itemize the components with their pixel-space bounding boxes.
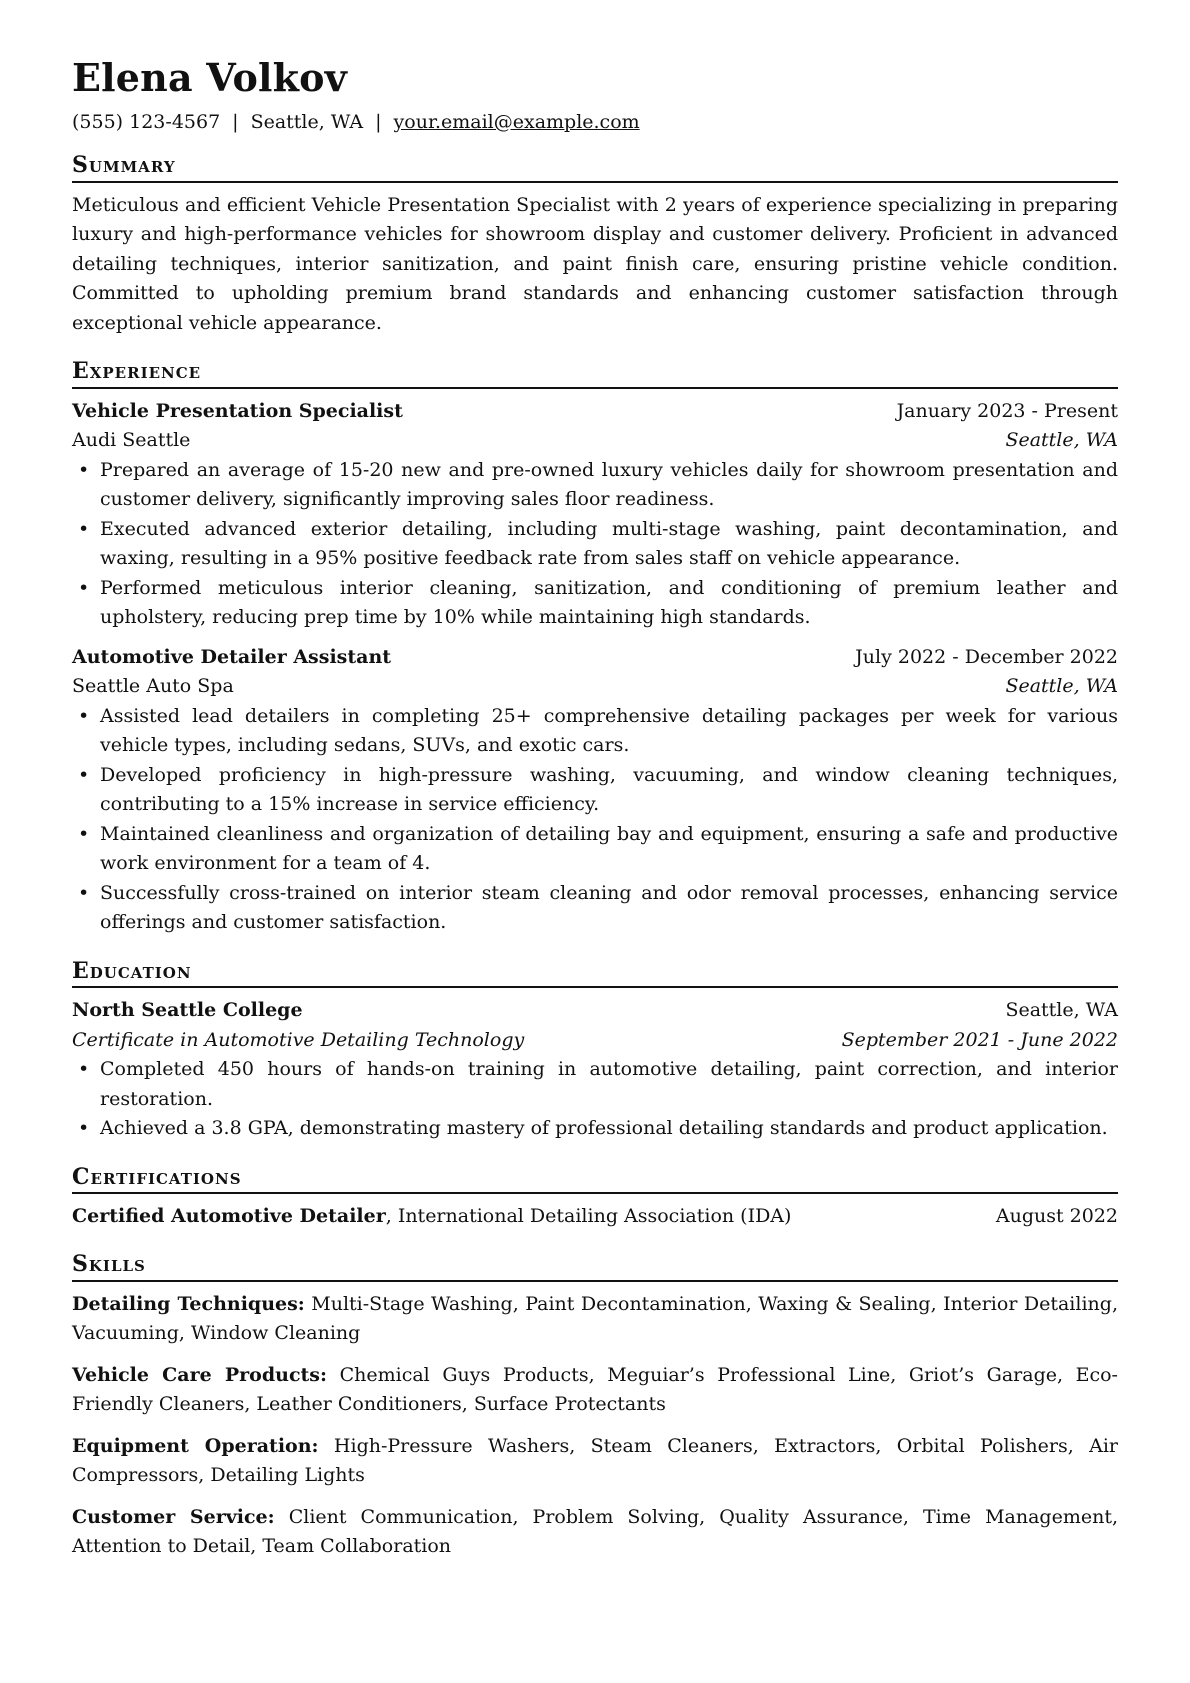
- list-item: [72, 574, 1118, 633]
- skill-entry: [72, 1290, 1118, 1349]
- list-item: [72, 1114, 1118, 1144]
- bullet-icon: •: [78, 517, 90, 540]
- bullet-icon: •: [78, 1117, 90, 1140]
- bullet-icon: •: [78, 704, 90, 727]
- bullet-text: Developed proficiency in high-pressure washing, vacuuming, and window cleaning techniques, contributing to a 15% increase in service efficiency.: [100, 763, 1118, 816]
- job-location: Seattle, WA: [1005, 429, 1118, 452]
- list-item: [72, 515, 1118, 574]
- education-section: [72, 958, 1118, 1144]
- certification-issuer: , International Detailing Association (IDA): [385, 1204, 792, 1227]
- degree-name: Certificate in Automotive Detailing Technology: [72, 1028, 525, 1051]
- skill-label: Vehicle Care Products:: [72, 1363, 327, 1386]
- job-entry: [72, 643, 1118, 938]
- company-name: Audi Seattle: [72, 429, 191, 452]
- contact-separator: |: [375, 110, 382, 133]
- list-item: [72, 1055, 1118, 1114]
- resume-header: [72, 56, 1118, 134]
- bullet-text: Performed meticulous interior cleaning, sanitization, and conditioning of premium leather and upholstery, reducing prep time by 10% while maintaining high standards.: [100, 576, 1118, 629]
- summary-text: Meticulous and efficient Vehicle Presentation Specialist with 2 years of experience specializing in preparing luxury and high-performance vehicles for showroom display and customer delivery. Proficient in advanced detailing techniques, interior sanitization, and paint finish care, ensuring pristine vehicle condition. Committed to upholding premium brand standards and enhancing customer satisfaction through exceptional vehicle appearance.: [72, 193, 1118, 334]
- contact-line: [72, 110, 1118, 135]
- list-item: [72, 702, 1118, 761]
- education-bullets: [72, 1055, 1118, 1144]
- candidate-name: Elena Volkov: [72, 55, 347, 100]
- bullet-text: Successfully cross-trained on interior steam cleaning and odor removal processes, enhancing service offerings and customer satisfaction.: [100, 881, 1118, 934]
- summary-section: [72, 152, 1118, 338]
- job-title: Automotive Detailer Assistant: [72, 645, 392, 668]
- bullet-text: Prepared an average of 15-20 new and pre-owned luxury vehicles daily for showroom presentation and customer delivery, significantly improving sales floor readiness.: [100, 458, 1118, 511]
- skill-label: Detailing Techniques:: [72, 1292, 305, 1315]
- contact-location: Seattle, WA: [250, 110, 364, 133]
- job-title: Vehicle Presentation Specialist: [72, 399, 403, 422]
- bullet-icon: •: [78, 1058, 90, 1081]
- certification-entry: [72, 1202, 1118, 1232]
- bullet-text: Completed 450 hours of hands-on training in automotive detailing, paint correction, and interior restoration.: [100, 1058, 1118, 1110]
- job-bullets: [72, 456, 1118, 633]
- bullet-icon: •: [78, 822, 90, 845]
- list-item: [72, 879, 1118, 938]
- school-location: Seattle, WA: [1005, 999, 1118, 1022]
- company-name: Seattle Auto Spa: [72, 675, 234, 698]
- school-name: North Seattle College: [72, 999, 303, 1022]
- job-bullets: [72, 702, 1118, 938]
- list-item: [72, 456, 1118, 515]
- bullet-text: Maintained cleanliness and organization of detailing bay and equipment, ensuring a safe and productive work environment for a team of 4.: [100, 822, 1118, 875]
- skills-section: [72, 1251, 1118, 1561]
- list-item: [72, 761, 1118, 820]
- section-title-skills: Skills: [72, 1251, 1118, 1281]
- bullet-icon: •: [78, 458, 90, 481]
- bullet-icon: •: [78, 576, 90, 599]
- certification-name: Certified Automotive Detailer: [72, 1204, 386, 1227]
- skill-entry: [72, 1361, 1118, 1420]
- bullet-text: Achieved a 3.8 GPA, demonstrating mastery of professional detailing standards and product application.: [100, 1117, 1108, 1140]
- skill-label: Customer Service:: [72, 1505, 275, 1528]
- experience-section: [72, 358, 1118, 937]
- email-link[interactable]: your.email@example.com: [393, 110, 640, 133]
- skill-value: Multi-Stage Washing, Paint Decontamination, Waxing & Sealing, Interior Detailing, Vacuuming, Window Cleaning: [72, 1292, 1118, 1345]
- section-title-education: Education: [72, 958, 1118, 988]
- skill-entry: [72, 1432, 1118, 1491]
- bullet-icon: •: [78, 881, 90, 904]
- job-dates: July 2022 - December 2022: [855, 645, 1118, 668]
- list-item: [72, 820, 1118, 879]
- section-title-certifications: Certifications: [72, 1164, 1118, 1194]
- section-title-experience: Experience: [72, 358, 1118, 388]
- skill-label: Equipment Operation:: [72, 1434, 319, 1457]
- phone-number: (555) 123-4567: [72, 110, 221, 133]
- bullet-text: Executed advanced exterior detailing, including multi-stage washing, paint decontamination, and waxing, resulting in a 95% positive feedback rate from sales staff on vehicle appearance.: [100, 517, 1118, 570]
- job-dates: January 2023 - Present: [896, 399, 1118, 422]
- education-dates: September 2021 - June 2022: [841, 1028, 1118, 1051]
- certifications-section: [72, 1164, 1118, 1232]
- skill-value: High-Pressure Washers, Steam Cleaners, Extractors, Orbital Polishers, Air Compressors, Detailing Lights: [72, 1434, 1118, 1487]
- bullet-text: Assisted lead detailers in completing 25+ comprehensive detailing packages per week for various vehicle types, including sedans, SUVs, and exotic cars.: [100, 704, 1118, 757]
- skill-value: Client Communication, Problem Solving, Quality Assurance, Time Management, Attention to Detail, Team Collaboration: [72, 1505, 1118, 1558]
- skill-entry: [72, 1503, 1118, 1562]
- job-entry: [72, 397, 1118, 633]
- contact-separator: |: [232, 110, 239, 133]
- skill-value: Chemical Guys Products, Meguiar’s Professional Line, Griot’s Garage, Eco-Friendly Cleaners, Leather Conditioners, Surface Protectants: [72, 1363, 1118, 1416]
- job-location: Seattle, WA: [1005, 675, 1118, 698]
- bullet-icon: •: [78, 763, 90, 786]
- certification-date: August 2022: [995, 1204, 1118, 1227]
- section-title-summary: Summary: [72, 152, 1118, 182]
